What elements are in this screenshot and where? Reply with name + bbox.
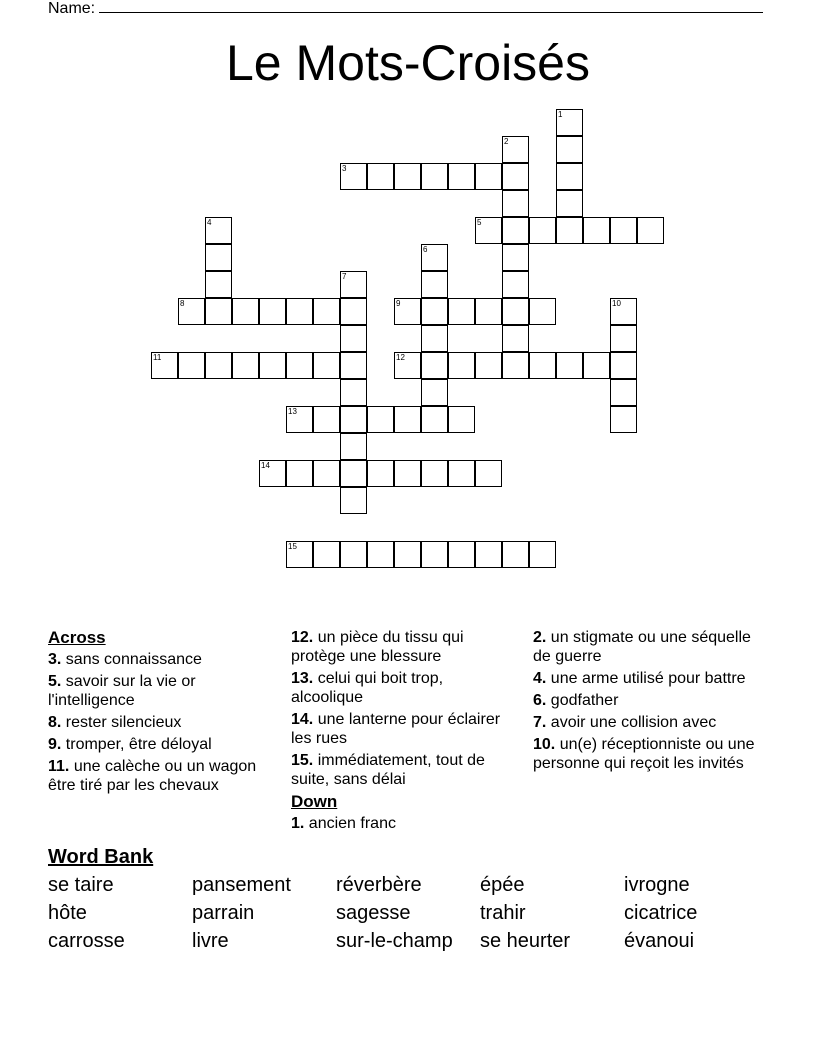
grid-cell[interactable]	[529, 298, 556, 325]
clue-across-11: 11. une calèche ou un wagon être tiré par les chevaux	[48, 758, 257, 794]
clue-across-15: 15. immédiatement, tout de suite, sans délai	[291, 752, 485, 788]
grid-cell[interactable]	[556, 217, 583, 244]
clue-number: 10	[612, 299, 621, 308]
clue-number: 5	[477, 218, 482, 227]
clue-across-5: 5. savoir sur la vie or l'intelligence	[48, 673, 196, 709]
grid-cell[interactable]	[475, 217, 502, 244]
grid-cell[interactable]	[286, 541, 313, 568]
grid-cell[interactable]	[502, 271, 529, 298]
grid-cell[interactable]	[448, 163, 475, 190]
grid-cell[interactable]	[367, 460, 394, 487]
grid-cell[interactable]	[475, 298, 502, 325]
grid-cell[interactable]	[367, 406, 394, 433]
grid-cell[interactable]	[556, 163, 583, 190]
grid-cell[interactable]	[448, 352, 475, 379]
clue-down-7: 7. avoir une collision avec	[533, 714, 717, 731]
clue-across-13: 13. celui qui boit trop, alcoolique	[291, 670, 444, 706]
grid-cell[interactable]	[502, 325, 529, 352]
word-bank-item: carrosse	[48, 930, 125, 952]
clue-down-10: 10. un(e) réceptionniste ou une personne qui reçoit les invités	[533, 736, 755, 772]
grid-cell[interactable]	[340, 406, 367, 433]
grid-cell[interactable]	[313, 406, 340, 433]
grid-cell[interactable]	[475, 460, 502, 487]
clue-number: 4	[207, 218, 212, 227]
grid-cell[interactable]	[448, 541, 475, 568]
grid-cell[interactable]	[421, 298, 448, 325]
grid-cell[interactable]	[556, 352, 583, 379]
clue-number: 14	[261, 461, 270, 470]
clue-number: 6	[423, 245, 428, 254]
grid-cell[interactable]	[340, 379, 367, 406]
grid-cell[interactable]	[394, 298, 421, 325]
grid-cell[interactable]	[529, 217, 556, 244]
clue-down-2: 2. un stigmate ou une séquelle de guerre	[533, 629, 751, 665]
grid-cell[interactable]	[340, 163, 367, 190]
grid-cell[interactable]	[205, 298, 232, 325]
grid-cell[interactable]	[448, 406, 475, 433]
word-bank-item: ivrogne	[624, 874, 690, 896]
grid-cell[interactable]	[421, 271, 448, 298]
grid-cell[interactable]	[394, 406, 421, 433]
grid-cell[interactable]	[421, 541, 448, 568]
grid-cell[interactable]	[475, 163, 502, 190]
grid-cell[interactable]	[610, 352, 637, 379]
word-bank-item: pansement	[192, 874, 291, 896]
clue-across-3: 3. sans connaissance	[48, 651, 202, 668]
clue-number: 8	[180, 299, 185, 308]
grid-cell[interactable]	[610, 325, 637, 352]
word-bank-item: sur-le-champ	[336, 930, 453, 952]
word-bank-item: se heurter	[480, 930, 571, 952]
grid-cell[interactable]	[259, 298, 286, 325]
grid-cell[interactable]	[502, 190, 529, 217]
clue-number: 2	[504, 137, 509, 146]
grid-cell[interactable]	[286, 460, 313, 487]
grid-cell[interactable]	[205, 271, 232, 298]
grid-cell[interactable]	[340, 433, 367, 460]
clues-column-3	[533, 628, 773, 776]
grid-cell[interactable]	[205, 244, 232, 271]
grid-cell[interactable]	[502, 136, 529, 163]
grid-cell[interactable]	[502, 352, 529, 379]
grid-cell[interactable]	[394, 460, 421, 487]
grid-cell[interactable]	[502, 244, 529, 271]
clue-number: 12	[396, 353, 405, 362]
grid-cell[interactable]	[367, 541, 394, 568]
word-bank-title: Word Bank	[48, 846, 154, 868]
grid-cell[interactable]	[610, 217, 637, 244]
grid-cell[interactable]	[556, 136, 583, 163]
grid-cell[interactable]	[232, 352, 259, 379]
grid-cell[interactable]	[178, 298, 205, 325]
grid-cell[interactable]	[583, 352, 610, 379]
grid-cell[interactable]	[340, 325, 367, 352]
grid-cell[interactable]	[448, 460, 475, 487]
clue-across-14: 14. une lanterne pour éclairer les rues	[291, 711, 501, 747]
grid-cell[interactable]	[394, 541, 421, 568]
grid-cell[interactable]	[313, 541, 340, 568]
grid-cell[interactable]	[556, 109, 583, 136]
grid-cell[interactable]	[421, 163, 448, 190]
grid-cell[interactable]	[286, 406, 313, 433]
grid-cell[interactable]	[340, 271, 367, 298]
word-bank-item: cicatrice	[624, 902, 698, 924]
word-bank-item: réverbère	[336, 874, 422, 896]
grid-cell[interactable]	[529, 352, 556, 379]
word-bank-item: livre	[192, 930, 229, 952]
clue-number: 7	[342, 272, 347, 281]
grid-cell[interactable]	[259, 352, 286, 379]
grid-cell[interactable]	[340, 460, 367, 487]
grid-cell[interactable]	[394, 352, 421, 379]
grid-cell[interactable]	[610, 379, 637, 406]
grid-cell[interactable]	[556, 190, 583, 217]
grid-cell[interactable]	[448, 298, 475, 325]
clues-column-2	[291, 628, 511, 836]
grid-cell[interactable]	[502, 541, 529, 568]
grid-cell[interactable]	[610, 298, 637, 325]
grid-cell[interactable]	[421, 244, 448, 271]
word-bank-item: sagesse	[336, 902, 411, 924]
word-bank-item: épée	[480, 874, 525, 896]
grid-cell[interactable]	[421, 379, 448, 406]
across-heading: Across	[48, 628, 106, 647]
clue-number: 13	[288, 407, 297, 416]
grid-cell[interactable]	[475, 352, 502, 379]
grid-cell[interactable]	[151, 352, 178, 379]
grid-cell[interactable]	[583, 217, 610, 244]
grid-cell[interactable]	[637, 217, 664, 244]
clue-across-8: 8. rester silencieux	[48, 714, 182, 731]
word-bank-item: se taire	[48, 874, 114, 896]
grid-cell[interactable]	[205, 352, 232, 379]
grid-cell[interactable]	[367, 163, 394, 190]
page-title: Le Mots-Croisés	[226, 35, 590, 91]
down-heading: Down	[291, 792, 338, 811]
grid-cell[interactable]	[313, 298, 340, 325]
clue-down-4: 4. une arme utilisé pour battre	[533, 670, 746, 687]
clue-number: 15	[288, 542, 297, 551]
clue-across-12: 12. un pièce du tissu qui protège une blessure	[291, 629, 464, 665]
clue-down-1: 1. ancien franc	[291, 815, 396, 832]
clues-column-1	[48, 628, 258, 798]
grid-cell[interactable]	[313, 352, 340, 379]
grid-cell[interactable]	[232, 298, 259, 325]
grid-cell[interactable]	[340, 487, 367, 514]
grid-cell[interactable]	[610, 406, 637, 433]
grid-cell[interactable]	[475, 541, 502, 568]
word-bank-item: trahir	[480, 902, 526, 924]
clue-across-9: 9. tromper, être déloyal	[48, 736, 212, 753]
grid-cell[interactable]	[394, 163, 421, 190]
clue-down-6: 6. godfather	[533, 692, 619, 709]
clue-number: 11	[153, 353, 162, 362]
grid-cell[interactable]	[313, 460, 340, 487]
grid-cell[interactable]	[529, 541, 556, 568]
grid-cell[interactable]	[502, 163, 529, 190]
grid-cell[interactable]	[286, 352, 313, 379]
grid-cell[interactable]	[421, 352, 448, 379]
grid-cell[interactable]	[421, 325, 448, 352]
name-label: Name:	[48, 0, 96, 17]
grid-cell[interactable]	[205, 217, 232, 244]
word-bank-item: parrain	[192, 902, 255, 924]
word-bank-item: évanoui	[624, 930, 695, 952]
clue-number: 3	[342, 164, 347, 173]
grid-cell[interactable]	[340, 298, 367, 325]
clue-number: 9	[396, 299, 401, 308]
grid-cell[interactable]	[178, 352, 205, 379]
grid-cell[interactable]	[502, 217, 529, 244]
grid-cell[interactable]	[340, 352, 367, 379]
clue-number: 1	[558, 110, 563, 119]
grid-cell[interactable]	[502, 298, 529, 325]
word-bank-item: hôte	[48, 902, 87, 924]
grid-cell[interactable]	[340, 541, 367, 568]
grid-cell[interactable]	[259, 460, 286, 487]
grid-cell[interactable]	[421, 460, 448, 487]
grid-cell[interactable]	[421, 406, 448, 433]
grid-cell[interactable]	[286, 298, 313, 325]
